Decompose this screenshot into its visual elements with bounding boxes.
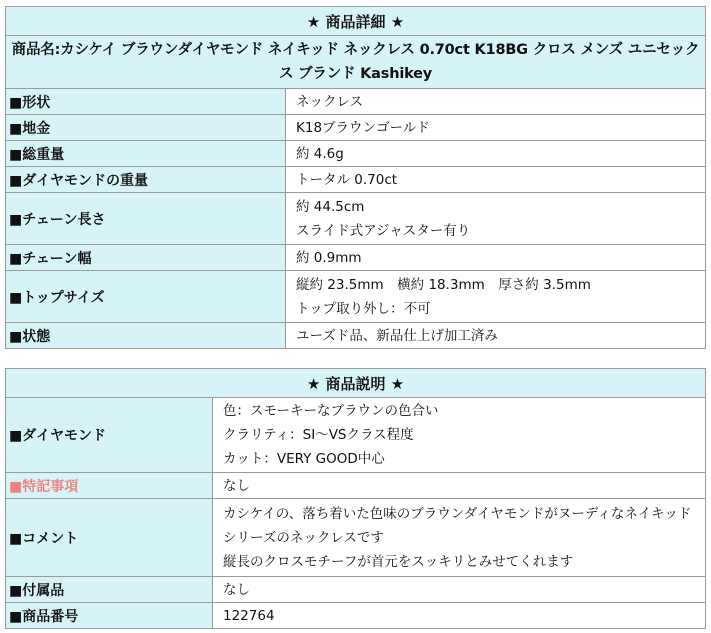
value-chain-length [286,193,706,245]
value-accessories: なし [213,577,706,603]
label-total-weight: ■総重量 [6,141,286,167]
value-metal: K18ブラウンゴールド [286,115,706,141]
value-item-number: 122764 [213,603,706,629]
product-name: 商品名:カシケイ ブラウンダイヤモンド ネイキッド ネックレス 0.70ct K18BG クロス メンズ ユニセックス ブランド Kashikey [6,36,706,89]
label-accessories: ■付属品 [6,577,213,603]
value-diamond-weight: トータル 0.70ct [286,167,706,193]
comment-line-1: カシケイの、落ち着いた色味のブラウンダイヤモンドがヌーディなネイキッドシリーズのネックレスです [223,505,692,546]
details-header: ★ 商品詳細 ★ [6,7,706,36]
diamond-color-line: 色：スモーキーなブラウンの色合い [223,403,439,419]
label-item-number: ■商品番号 [6,603,213,629]
label-special-notes: ■特記事項 [6,473,213,499]
adjuster-line: スライド式アジャスター有り [296,222,471,239]
chain-length-line: 約 44.5cm [296,198,365,215]
diamond-cut-line: カット：VERY GOOD中心 [223,451,385,467]
top-size-line: 縦約 23.5mm 横約 18.3mm 厚さ約 3.5mm [296,276,591,293]
value-top-size [286,271,706,323]
top-detach-line: トップ取り外し：不可 [296,300,431,317]
label-chain-width: ■チェーン幅 [6,245,286,271]
label-diamond: ■ダイヤモンド [6,398,213,473]
label-comment: ■コメント [6,499,213,577]
description-header: ★ 商品説明 ★ [6,369,706,398]
value-condition: ユーズド品、新品仕上げ加工済み [286,323,706,349]
diamond-clarity-line: クラリティ：SI～VSクラス程度 [223,427,414,443]
value-chain-width: 約 0.9mm [286,245,706,271]
value-special-notes: なし [213,473,706,499]
label-top-size: ■トップサイズ [6,271,286,323]
product-description-table [5,368,706,629]
label-chain-length: ■チェーン長さ [6,193,286,245]
label-metal: ■地金 [6,115,286,141]
value-total-weight: 約 4.6g [286,141,706,167]
value-shape: ネックレス [286,89,706,115]
comment-line-2: 縦長のクロスモチーフが首元をスッキリとみせてくれます [223,553,574,570]
value-comment [213,499,706,577]
label-diamond-weight: ■ダイヤモンドの重量 [6,167,286,193]
label-shape: ■形状 [6,89,286,115]
label-condition: ■状態 [6,323,286,349]
value-diamond [213,398,706,473]
product-details-table [5,6,706,349]
